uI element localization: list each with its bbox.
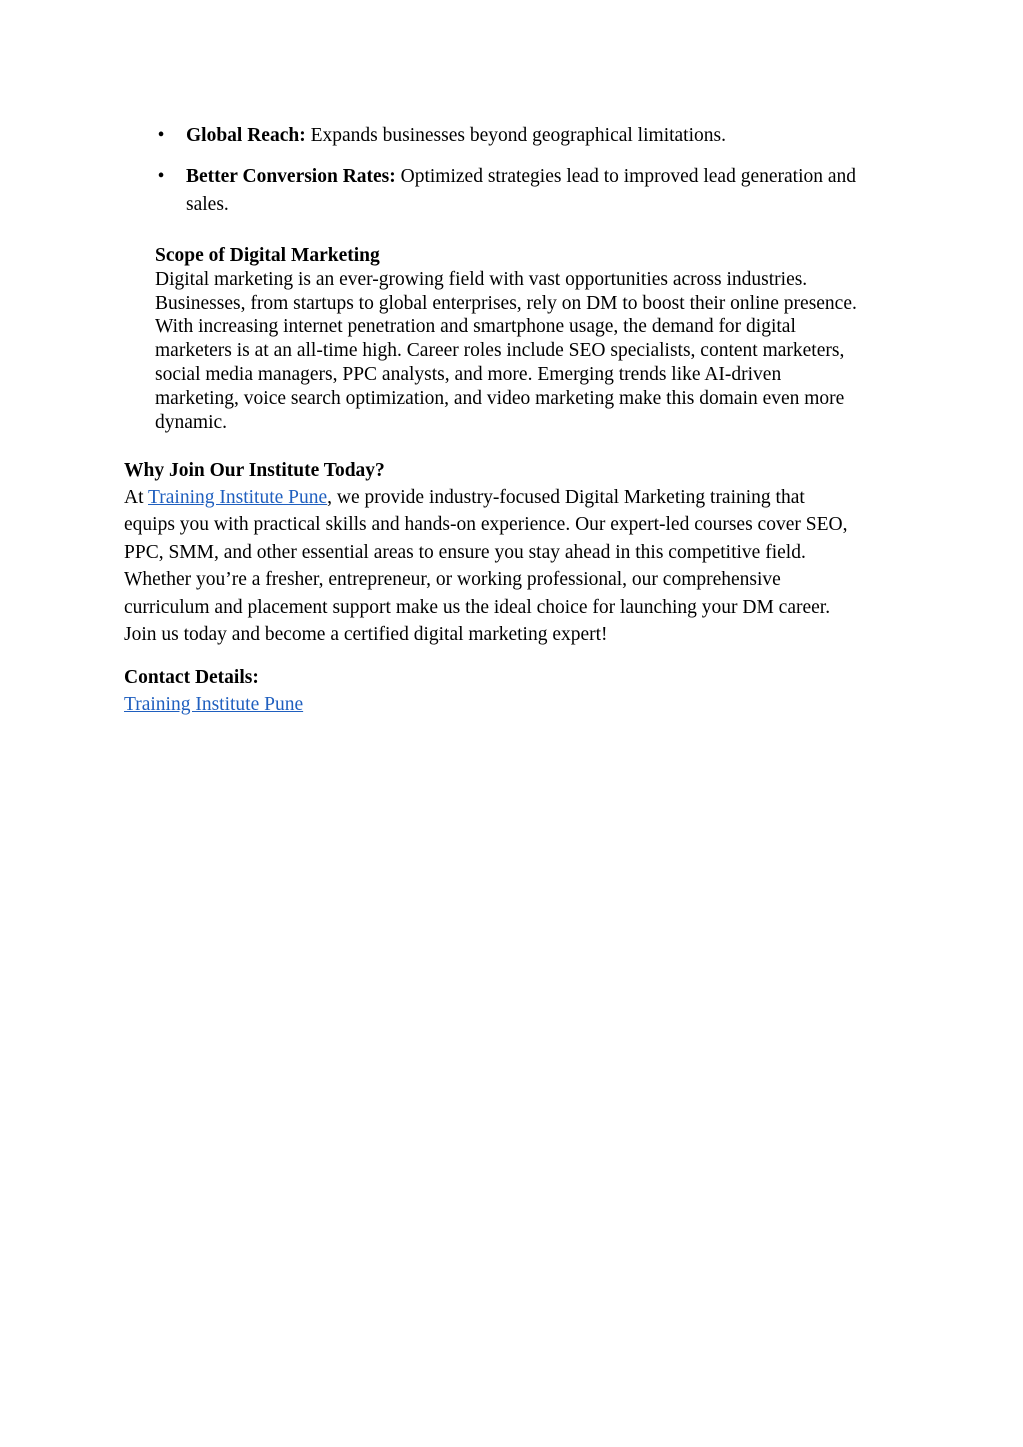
bullet-label: Better Conversion Rates: bbox=[186, 166, 396, 187]
why-join-line: equips you with practical skills and hands-on experience. Our expert-led courses cover SEO, bbox=[124, 514, 848, 536]
contact-heading: Contact Details: bbox=[124, 667, 259, 688]
scope-line: Businesses, from startups to global enterprises, rely on DM to boost their online presence. bbox=[155, 292, 857, 314]
training-institute-link[interactable]: Training Institute Pune bbox=[148, 487, 328, 508]
bullet-icon: • bbox=[157, 166, 165, 187]
contact-link[interactable]: Training Institute Pune bbox=[124, 694, 304, 715]
scope-heading: Scope of Digital Marketing bbox=[155, 245, 380, 266]
list-item bbox=[155, 163, 900, 219]
bullet-text: Optimized strategies lead to improved lead generation and sales. bbox=[186, 166, 857, 215]
scope-line: social media managers, PPC analysts, and more. Emerging trends like AI-driven bbox=[155, 363, 782, 385]
why-join-body bbox=[124, 484, 904, 648]
why-join-line: Join us today and become a certified digital marketing expert! bbox=[124, 624, 608, 646]
scope-line: With increasing internet penetration and smartphone usage, the demand for digital bbox=[155, 316, 796, 338]
contact-section bbox=[124, 664, 724, 718]
bullet-icon: • bbox=[157, 125, 165, 146]
benefits-list bbox=[155, 122, 900, 232]
list-item bbox=[155, 122, 900, 150]
why-join-line bbox=[124, 484, 904, 511]
why-join-section bbox=[124, 458, 904, 648]
bullet-label: Global Reach: bbox=[186, 125, 306, 146]
scope-section bbox=[155, 244, 905, 434]
scope-line: marketers is at an all-time high. Career roles include SEO specialists, content marketers, bbox=[155, 340, 845, 362]
why-intro-prefix: At bbox=[124, 487, 149, 508]
why-join-heading: Why Join Our Institute Today? bbox=[124, 460, 385, 481]
bullet-text: Expands businesses beyond geographical limitations. bbox=[305, 125, 726, 146]
why-join-line: curriculum and placement support make us the ideal choice for launching your DM career. bbox=[124, 596, 831, 618]
scope-line: dynamic. bbox=[155, 411, 228, 433]
why-join-line: Whether you’re a fresher, entrepreneur, or working professional, our comprehensive bbox=[124, 569, 781, 591]
why-join-line: PPC, SMM, and other essential areas to ensure you stay ahead in this competitive field. bbox=[124, 541, 806, 563]
scope-line: marketing, voice search optimization, and video marketing make this domain even more bbox=[155, 387, 845, 409]
why-intro-suffix: , we provide industry-focused Digital Marketing training that bbox=[327, 487, 805, 508]
scope-line: Digital marketing is an ever-growing field with vast opportunities across industries. bbox=[155, 268, 808, 290]
